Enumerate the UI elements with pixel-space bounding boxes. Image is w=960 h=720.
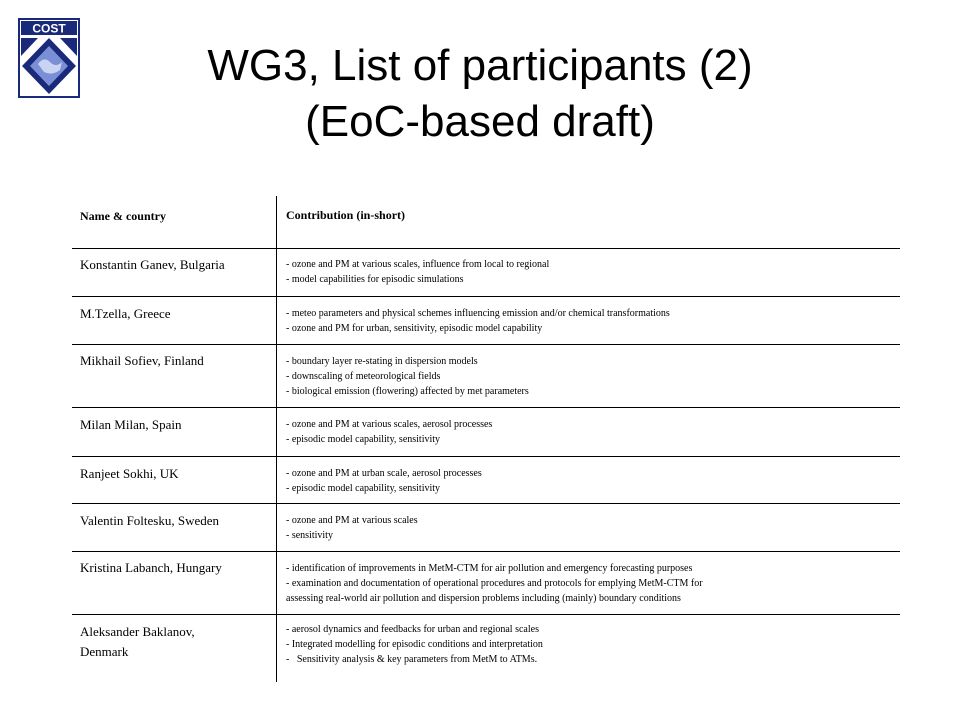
participant-contribution [286,417,896,447]
participant-contribution [286,513,896,543]
title-line-1: WG3, List of participants (2) [207,41,753,90]
participant-name: Milan Milan, Spain [80,417,182,432]
contribution-line: - ozone and PM at various scales, aerosol processes [286,419,493,430]
participant-contribution [286,354,896,399]
participants-table [72,196,900,682]
contribution-line: - model capabilities for episodic simulations [286,274,464,285]
contribution-line: - ozone and PM at urban scale, aerosol processes [286,468,482,479]
table-row [72,408,900,457]
logo-text: COST [32,21,66,36]
participant-name: Ranjeet Sokhi, UK [80,466,179,481]
participant-name: M.Tzella, Greece [80,306,171,321]
participant-contribution [286,466,896,496]
participant-contribution [286,561,896,606]
participant-contribution [286,622,896,667]
table-row [72,345,900,408]
table-row [72,504,900,552]
table-row [72,297,900,345]
contribution-line: - ozone and PM at various scales [286,515,418,526]
participant-name: Aleksander Baklanov, Denmark [80,624,195,659]
contribution-line: - downscaling of meteorological fields [286,371,441,382]
contribution-line: - aerosol dynamics and feedbacks for urban and regional scales [286,624,539,635]
header-contribution: Contribution (in-short) [286,208,406,222]
contribution-line: - Integrated modelling for episodic conditions and interpretation [286,639,543,650]
table-row [72,552,900,615]
contribution-line: - biological emission (flowering) affected by met parameters [286,386,529,397]
header-name: Name & country [80,209,166,223]
participant-name: Konstantin Ganev, Bulgaria [80,257,225,272]
contribution-line: - sensitivity [286,530,333,541]
table-row [72,457,900,504]
contribution-line: - ozone and PM at various scales, influence from local to regional [286,259,550,270]
slide-title [0,38,960,150]
contribution-line: - meteo parameters and physical schemes influencing emission and/or chemical transformations [286,308,670,319]
participant-contribution [286,306,896,336]
participant-name: Valentin Foltesku, Sweden [80,513,220,528]
table-row [72,248,900,297]
contribution-line: - identification of improvements in MetM-CTM for air pollution and emergency forecasting purposes [286,563,693,574]
participant-name: Mikhail Sofiev, Finland [80,353,204,368]
contribution-line: - boundary layer re-stating in dispersion models [286,356,478,367]
contribution-line: - episodic model capability, sensitivity [286,483,441,494]
participant-contribution [286,257,896,287]
contribution-line: - Sensitivity analysis & key parameters from MetM to ATMs. [286,654,538,665]
title-line-2: (EoC-based draft) [305,97,655,146]
table-row [72,615,900,681]
contribution-line: - episodic model capability, sensitivity [286,434,441,445]
contribution-line: - ozone and PM for urban, sensitivity, episodic model capability [286,323,543,334]
contribution-line: assessing real-world air pollution and dispersion problems including (mainly) boundary conditions [286,593,681,604]
table-header-row [72,196,900,249]
participant-name: Kristina Labanch, Hungary [80,560,222,575]
contribution-line: - examination and documentation of operational procedures and protocols for emplying MetM-CTM for [286,578,703,589]
